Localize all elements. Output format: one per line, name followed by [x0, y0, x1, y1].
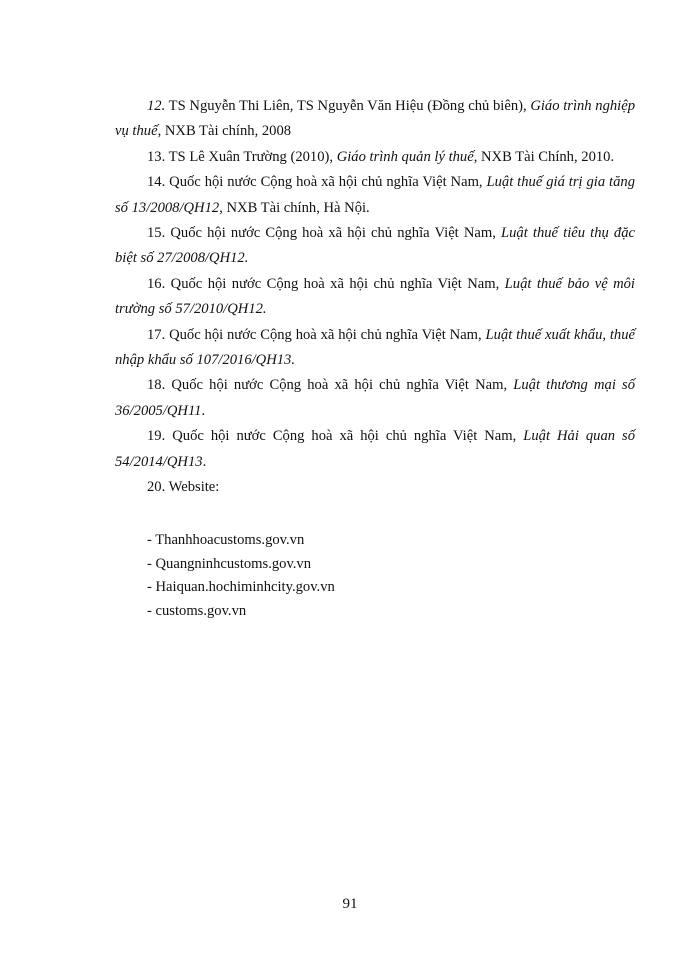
- reference-title: Luật thuế giá trị gia tăng số 13/2008/QH12: [115, 174, 635, 216]
- reference-item-13: [115, 145, 635, 170]
- reference-item-14: [115, 170, 635, 221]
- reference-number: 14.: [147, 174, 166, 191]
- page-number: 91: [342, 896, 358, 912]
- reference-number: 13.: [147, 148, 166, 165]
- reference-text: Quốc hội nước Cộng hoà xã hội chủ nghĩa Việt Nam,: [165, 428, 524, 445]
- reference-text: Quốc hội nước Cộng hoà xã hội chủ nghĩa Việt Nam,: [165, 377, 514, 394]
- reference-list: [115, 94, 635, 501]
- reference-number: 18.: [147, 377, 166, 394]
- website-item: - Haiquan.hochiminhcity.gov.vn: [147, 579, 335, 595]
- reference-item-16: [115, 272, 635, 323]
- reference-number: 15.: [147, 225, 166, 242]
- reference-title: Luật thuế tiêu thụ đặc biệt số 27/2008/QH12.: [115, 225, 636, 267]
- reference-text: Quốc hội nước Cộng hoà xã hội chủ nghĩa Việt Nam,: [165, 225, 502, 242]
- reference-text: Website:: [165, 479, 220, 496]
- reference-publisher: .: [202, 453, 207, 470]
- reference-text: Quốc hội nước Cộng hoà xã hội chủ nghĩa Việt Nam,: [165, 326, 486, 343]
- reference-publisher: , NXB Tài Chính, 2010.: [473, 148, 615, 165]
- reference-text: TS Nguyễn Thi Liên, TS Nguyễn Văn Hiệu (Đồng chủ biên),: [165, 98, 531, 114]
- website-item: - Thanhhoacustoms.gov.vn: [147, 532, 305, 548]
- reference-number: 12.: [147, 98, 166, 114]
- reference-title: Giáo trình quản lý thuế: [336, 148, 474, 165]
- website-item: - Quangninhcustoms.gov.vn: [147, 555, 312, 572]
- reference-text: Quốc hội nước Cộng hoà xã hội chủ nghĩa Việt Nam,: [165, 174, 487, 191]
- reference-title: Giáo trình nghiệp vụ thuế: [115, 98, 636, 140]
- reference-title: Luật thuế xuất khẩu, thuế nhập khẩu số 107/2016/QH13.: [115, 326, 635, 369]
- website-list: [147, 529, 335, 623]
- website-item: - customs.gov.vn: [147, 602, 247, 619]
- reference-item-19: [115, 424, 635, 475]
- reference-title: Luật thuế bảo vệ môi trường số 57/2010/QH12.: [115, 275, 635, 318]
- reference-number: 19.: [147, 428, 166, 445]
- reference-number: 20.: [147, 479, 166, 496]
- reference-item-20: [115, 475, 635, 500]
- reference-text: TS Lê Xuân Trường (2010),: [165, 148, 337, 165]
- reference-item-18: [115, 373, 635, 424]
- reference-publisher: , NXB Tài chính, Hà Nội.: [219, 199, 370, 216]
- reference-number: 17.: [147, 326, 166, 343]
- reference-item-15: [115, 221, 635, 272]
- reference-item-17: [115, 323, 635, 374]
- reference-title: Luật thương mại số 36/2005/QH11: [115, 377, 635, 419]
- reference-number: 16.: [147, 275, 166, 292]
- reference-item-12: [115, 94, 635, 145]
- reference-title: Luật Hải quan số 54/2014/QH13: [115, 428, 635, 470]
- reference-publisher: , NXB Tài chính, 2008: [157, 123, 292, 140]
- reference-text: Quốc hội nước Cộng hoà xã hội chủ nghĩa Việt Nam,: [165, 275, 505, 292]
- reference-publisher: .: [201, 402, 206, 419]
